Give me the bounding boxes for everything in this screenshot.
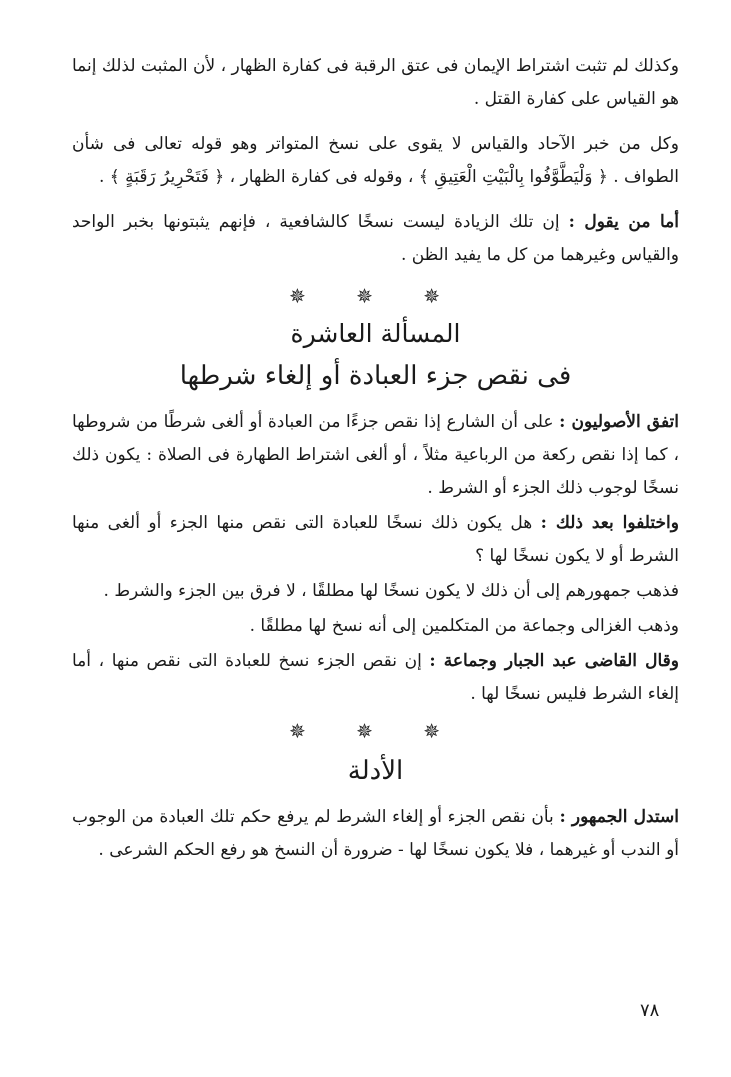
paragraph-bottom-1 — [72, 801, 679, 867]
paragraph-middle-4 — [72, 610, 679, 643]
paragraph-top-3 — [72, 206, 679, 272]
paragraph-text: وذهب الغزالى وجماعة من المتكلمين إلى أنه نسخ لها مطلقًا . — [249, 616, 679, 636]
paragraph-text: فذهب جمهورهم إلى أن ذلك لا يكون نسخًا لها مطلقًا ، لا فرق بين الجزء والشرط . — [103, 581, 679, 601]
section-number: المسألة العاشرة — [290, 319, 461, 348]
section-title: فى نقص جزء العبادة أو إلغاء شرطها — [179, 361, 572, 391]
paragraph-middle-5 — [72, 645, 679, 711]
paragraph-top-1 — [72, 50, 679, 116]
paragraph-lead: اتفق الأصوليون : — [559, 412, 680, 432]
paragraph-lead: واختلفوا بعد ذلك : — [540, 513, 679, 533]
paragraph-text: إن نقص الجزء نسخ للعبادة التى نقص منها ، أما إلغاء الشرط فليس نسخًا لها . — [72, 651, 679, 704]
paragraph-text: بأن نقص الجزء أو إلغاء الشرط لم يرفع حكم تلك العبادة من الوجوب أو الندب أو غيرهما ، فلا يكون نسخًا لها - ضرورة أن النسخ هو رفع الحكم الشرعى . — [72, 807, 679, 860]
paragraph-middle-1 — [72, 406, 679, 505]
paragraph-text: إن تلك الزيادة ليست نسخًا كالشافعية ، فإنهم يثبتونها بخبر الواحد والقياس وغيرهما من كل ما يفيد الظن . — [72, 212, 679, 265]
paragraph-lead: استدل الجمهور : — [559, 807, 679, 827]
evidence-title: الأدلة — [347, 756, 404, 786]
paragraph-top-2 — [72, 128, 679, 194]
paragraph-lead: وقال القاضى عبد الجبار وجماعة : — [429, 651, 679, 671]
paragraph-text: وكذلك لم تثبت اشتراط الإيمان فى عتق الرقبة فى كفارة الظهار ، لأن المثبت لذلك إنما هو القياس على كفارة القتل . — [72, 56, 679, 109]
section-separator: ✵ ✵ ✵ — [289, 284, 462, 308]
paragraph-lead: أما من يقول : — [568, 212, 679, 232]
paragraph-middle-3 — [72, 575, 679, 608]
paragraph-text: هل يكون ذلك نسخًا للعبادة التى نقص منها الجزء أو ألغى منها الشرط أو لا يكون نسخًا لها ؟ — [72, 513, 679, 566]
paragraph-text: على أن الشارع إذا نقص جزءًا من العبادة أو ألغى شرطًا من شروطها ، كما إذا نقص ركعة من الرباعية مثلاً ، أو ألغى اشتراط الطهارة فى الصلاة : يكون ذلك نسخًا لوجوب ذلك الجزء أو الشرط . — [72, 412, 679, 498]
section-separator: ✵ ✵ ✵ — [289, 719, 462, 743]
paragraph-middle-2 — [72, 507, 679, 573]
page-number: ٧٨ — [640, 1000, 660, 1021]
paragraph-text: وكل من خبر الآحاد والقياس لا يقوى على نسخ المتواتر وهو قوله تعالى فى شأن الطواف . ﴿ وَلْيَطَّوَّفُوا بِالْبَيْتِ الْعَتِيقِ ﴾ ، وقوله فى كفارة الظهار ، ﴿ فَتَحْرِيرُ رَقَبَةٍ ﴾ . — [72, 134, 679, 187]
